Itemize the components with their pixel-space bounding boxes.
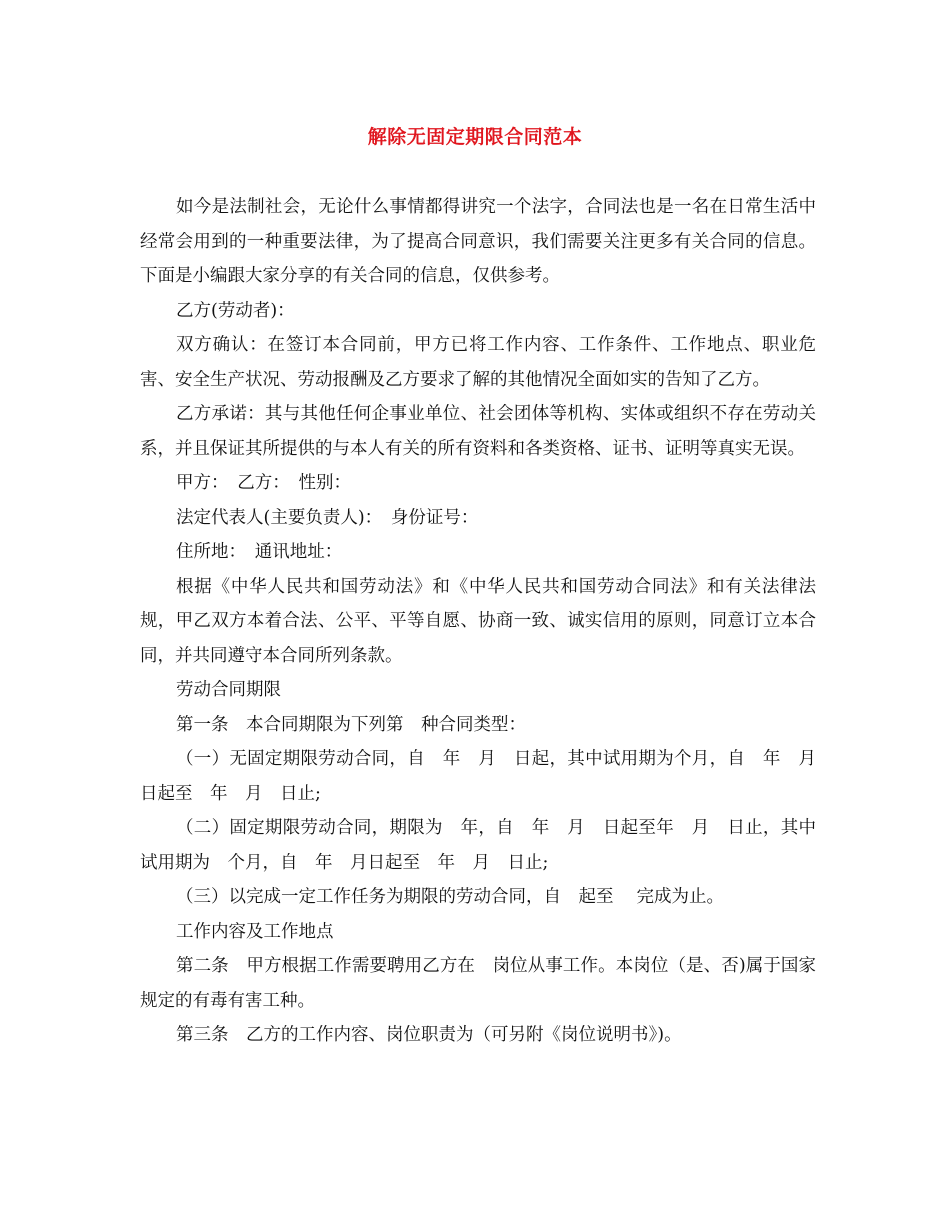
article-1-item-1: （一）无固定期限劳动合同，自 年 月 日起，其中试用期为个月，自 年 月 日起至 年 月 日止;: [140, 749, 834, 804]
paragraph-confirmation: 双方确认：在签订本合同前，甲方已将工作内容、工作条件、工作地点、职业危害、安全生产状况、劳动报酬及乙方要求了解的其他情况全面如实的告知了乙方。: [140, 335, 816, 390]
paragraph-party-b: 乙方(劳动者)：: [176, 300, 295, 321]
article-1-item-3: （三）以完成一定工作任务为期限的劳动合同，自 起至 完成为止。: [176, 887, 725, 907]
paragraph-commitment: 乙方承诺：其与其他任何企事业单位、社会团体等机构、实体或组织不存在劳动关系，并且保证其所提供的与本人有关的所有资料和各类资格、证书、证明等真实无误。: [140, 404, 816, 459]
article-2: 第二条 甲方根据工作需要聘用乙方在 岗位从事工作。本岗位（是、否)属于国家规定的有毒有害工种。: [140, 956, 816, 1011]
paragraph-address-fields: 住所地： 通讯地址：: [176, 542, 343, 562]
article-1-item-2: （二）固定期限劳动合同，期限为 年，自 年 月 日起至年 月 日止，其中试用期为 个月，自 年 月日起至 年 月 日止;: [140, 818, 816, 873]
paragraph-intro: 如今是法制社会，无论什么事情都得讲究一个法字，合同法也是一名在日常生活中经常会用到的一种重要法律，为了提高合同意识，我们需要关注更多有关合同的信息。下面是小编跟大家分享的有关合同的信息，仅供参考。: [140, 197, 816, 286]
section-heading-term: 劳动合同期限: [176, 680, 281, 700]
document-title: 解除无固定期限合同范本: [367, 126, 583, 148]
paragraph-legal-basis: 根据《中华人民共和国劳动法》和《中华人民共和国劳动合同法》和有关法律法规，甲乙双方本着合法、公平、平等自愿、协商一致、诚实信用的原则，同意订立本合同，并共同遵守本合同所列条款。: [140, 576, 816, 666]
article-3: 第三条 乙方的工作内容、岗位职责为（可另附《岗位说明书》)。: [176, 1025, 682, 1045]
paragraph-representative-fields: 法定代表人(主要负责人)： 身份证号：: [176, 507, 479, 528]
article-1: 第一条 本合同期限为下列第 种合同类型：: [176, 714, 526, 735]
section-heading-work: 工作内容及工作地点: [176, 921, 334, 942]
document-body: [140, 190, 834, 1053]
paragraph-parties-fields: 甲方： 乙方： 性别：: [176, 473, 351, 493]
